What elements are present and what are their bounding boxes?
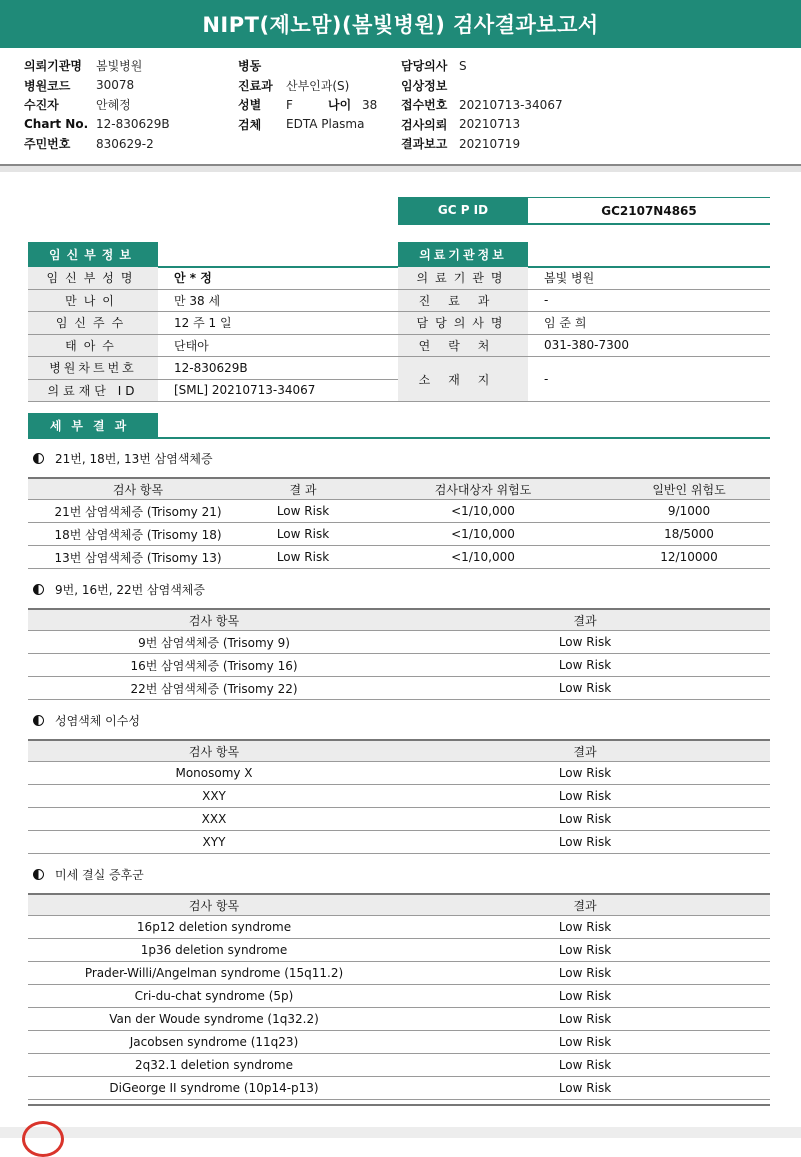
cell-test-item: 2q32.1 deletion syndrome [28, 1054, 400, 1077]
cell-test-item: Van der Woude syndrome (1q32.2) [28, 1008, 400, 1031]
cell-test-item: XXY [28, 785, 400, 808]
cell-result: Low Risk [400, 1008, 770, 1031]
info-label: 병원차트번호 [28, 357, 158, 380]
info-value: - [528, 289, 770, 312]
table-row [28, 1077, 770, 1100]
header-value: 안혜정 [96, 98, 131, 113]
cell-test-item: 16p12 deletion syndrome [28, 916, 400, 939]
info-label: 진료과 [398, 289, 528, 312]
cell-general-risk: 12/10000 [608, 546, 770, 569]
info-value: 12 주 1 일 [158, 312, 398, 335]
table-row [28, 546, 770, 569]
report-title: NIPT(제노맘)(봄빛병원) 검사결과보고서 [0, 0, 801, 48]
header-label: 결과보고 [401, 137, 448, 152]
cell-test-item: Cri-du-chat syndrome (5p) [28, 985, 400, 1008]
column-header: 결 과 [248, 478, 358, 500]
cell-subject-risk: <1/10,000 [358, 546, 608, 569]
institution-info-header [398, 242, 770, 268]
header-value: 20210719 [459, 136, 521, 151]
section-title [33, 866, 144, 883]
institution-info-title: 의료기관정보 [398, 242, 528, 266]
info-row [398, 289, 770, 312]
header-value: 20210713 [459, 117, 521, 132]
header-label: 나이 [328, 98, 352, 113]
column-header: 일반인 위험도 [608, 478, 770, 500]
cell-test-item: 16번 삼염색체증 (Trisomy 16) [28, 654, 400, 677]
cell-test-item: Monosomy X [28, 762, 400, 785]
section-title-text: 9번, 16번, 22번 삼염색체증 [55, 583, 205, 597]
info-label: 의료기관명 [398, 267, 528, 289]
header-value: 30078 [96, 78, 135, 93]
header-value: 20210713-34067 [459, 97, 563, 112]
half-circle-icon [33, 715, 44, 726]
info-value: 만 38 세 [158, 289, 398, 312]
cell-test-item: 22번 삼염색체증 (Trisomy 22) [28, 677, 400, 700]
table-row [28, 939, 770, 962]
cell-test-item: 1p36 deletion syndrome [28, 939, 400, 962]
half-circle-icon [33, 584, 44, 595]
cell-test-item: Jacobsen syndrome (11q23) [28, 1031, 400, 1054]
table-row [28, 985, 770, 1008]
header-value: F [286, 97, 293, 112]
info-row [28, 267, 398, 289]
table-row [28, 1031, 770, 1054]
info-value: 12-830629B [158, 357, 398, 380]
info-row [28, 357, 398, 380]
gcp-id-box [398, 197, 770, 225]
header-label: 병동 [238, 59, 262, 74]
header-label: 주민번호 [24, 137, 71, 152]
cell-test-item: XYY [28, 831, 400, 854]
half-circle-icon [33, 453, 44, 464]
table-row [28, 785, 770, 808]
section-title-text: 성염색체 이수성 [55, 714, 140, 728]
cell-result: Low Risk [400, 631, 770, 654]
table-row [28, 1054, 770, 1077]
header-label: 병원코드 [24, 78, 71, 93]
column-header: 검사 항목 [28, 894, 400, 916]
detail-results-header [28, 413, 770, 439]
table-row [28, 631, 770, 654]
column-header: 결과 [400, 740, 770, 762]
header-label: 진료과 [238, 78, 273, 93]
column-header: 검사 항목 [28, 609, 400, 631]
header-label: 임상정보 [401, 78, 448, 93]
header-value: 12-830629B [96, 117, 170, 132]
info-label: 연락처 [398, 334, 528, 357]
table-row [28, 916, 770, 939]
cell-test-item: XXX [28, 808, 400, 831]
cell-result: Low Risk [400, 762, 770, 785]
header-label: 담당의사 [401, 59, 448, 74]
header-value: 봄빛병원 [96, 59, 143, 74]
cell-result: Low Risk [248, 523, 358, 546]
page-footer-band [0, 1127, 801, 1138]
info-row [398, 312, 770, 335]
column-header: 검사대상자 위험도 [358, 478, 608, 500]
info-value: 임 준 희 [528, 312, 770, 335]
header-col-1 [24, 56, 170, 154]
section-title-text: 미세 결실 증후군 [55, 868, 144, 882]
results-table-trisomy-major [28, 477, 770, 569]
info-value: 031-380-7300 [528, 334, 770, 357]
header-value: EDTA Plasma [286, 117, 365, 132]
cell-result: Low Risk [400, 785, 770, 808]
table-row [28, 654, 770, 677]
column-header: 검사 항목 [28, 740, 400, 762]
table-row [28, 677, 770, 700]
cell-test-item: 21번 삼염색체증 (Trisomy 21) [28, 500, 248, 523]
header-label: 성별 [238, 98, 262, 113]
pregnant-info-header [28, 242, 398, 268]
cell-general-risk: 18/5000 [608, 523, 770, 546]
cell-test-item: 18번 삼염색체증 (Trisomy 18) [28, 523, 248, 546]
header-label: 검체 [238, 117, 262, 132]
header-divider [0, 166, 801, 172]
pregnant-info-table [28, 267, 398, 402]
cell-result: Low Risk [400, 677, 770, 700]
results-table-trisomy-minor [28, 608, 770, 700]
cell-result: Low Risk [400, 985, 770, 1008]
cell-subject-risk: <1/10,000 [358, 523, 608, 546]
info-row [28, 334, 398, 357]
cell-subject-risk: <1/10,000 [358, 500, 608, 523]
info-row [398, 334, 770, 357]
section-title [33, 581, 205, 598]
column-header: 결과 [400, 609, 770, 631]
header-label: 접수번호 [401, 98, 448, 113]
cell-result: Low Risk [248, 546, 358, 569]
lab-logo-icon [22, 1121, 64, 1157]
cell-result: Low Risk [400, 654, 770, 677]
info-label: 담당의사명 [398, 312, 528, 335]
half-circle-icon [33, 869, 44, 880]
section-title [33, 712, 140, 729]
header-value: 38 [362, 97, 378, 112]
info-label: 소재지 [398, 357, 528, 402]
table-row [28, 523, 770, 546]
info-label: 임신부성명 [28, 267, 158, 289]
info-value: [SML] 20210713-34067 [158, 379, 398, 402]
cell-result: Low Risk [400, 916, 770, 939]
report-header [0, 52, 801, 166]
table-row [28, 500, 770, 523]
results-table-sex-chromosome [28, 739, 770, 854]
cell-result: Low Risk [400, 1031, 770, 1054]
results-table-microdeletion [28, 893, 770, 1100]
cell-result: Low Risk [400, 939, 770, 962]
header-col-2 [238, 56, 377, 134]
info-value: 안 * 정 [158, 267, 398, 289]
cell-test-item: 13번 삼염색체증 (Trisomy 13) [28, 546, 248, 569]
info-label: 의료재단 ID [28, 379, 158, 402]
column-header: 결과 [400, 894, 770, 916]
section-title [33, 450, 213, 467]
cell-result: Low Risk [400, 831, 770, 854]
cell-result: Low Risk [400, 1054, 770, 1077]
cell-result: Low Risk [248, 500, 358, 523]
cell-result: Low Risk [400, 1077, 770, 1100]
info-row [398, 267, 770, 289]
cell-general-risk: 9/1000 [608, 500, 770, 523]
info-value: - [528, 357, 770, 402]
info-label: 태아수 [28, 334, 158, 357]
header-value: 830629-2 [96, 136, 154, 151]
detail-results-title: 세부결과 [28, 413, 158, 437]
header-label: 수진자 [24, 98, 59, 113]
bottom-rule [28, 1104, 770, 1106]
section-title-text: 21번, 18번, 13번 삼염색체증 [55, 452, 213, 466]
gcp-id-value: GC2107N4865 [528, 197, 770, 223]
info-label: 만나이 [28, 289, 158, 312]
table-row [28, 831, 770, 854]
header-label: 의뢰기관명 [24, 59, 82, 74]
info-row [28, 312, 398, 335]
cell-test-item: 9번 삼염색체증 (Trisomy 9) [28, 631, 400, 654]
info-value: 봄빛 병원 [528, 267, 770, 289]
table-row [28, 962, 770, 985]
info-value: 단태아 [158, 334, 398, 357]
cell-test-item: Prader-Willi/Angelman syndrome (15q11.2) [28, 962, 400, 985]
info-row [398, 357, 770, 402]
cell-test-item: DiGeorge II syndrome (10p14-p13) [28, 1077, 400, 1100]
table-row [28, 762, 770, 785]
table-row [28, 808, 770, 831]
pregnant-info-title: 임신부정보 [28, 242, 158, 266]
header-label: 검사의뢰 [401, 117, 448, 132]
info-label: 임신주수 [28, 312, 158, 335]
header-value: S [459, 58, 467, 73]
gcp-id-label: GC P ID [398, 197, 528, 223]
cell-result: Low Risk [400, 962, 770, 985]
header-value: 산부인과(S) [286, 78, 350, 93]
header-col-3 [401, 56, 563, 154]
header-label: Chart No. [24, 117, 89, 132]
info-row [28, 289, 398, 312]
column-header: 검사 항목 [28, 478, 248, 500]
table-row [28, 1008, 770, 1031]
cell-result: Low Risk [400, 808, 770, 831]
info-row [28, 379, 398, 402]
institution-info-table [398, 267, 770, 402]
